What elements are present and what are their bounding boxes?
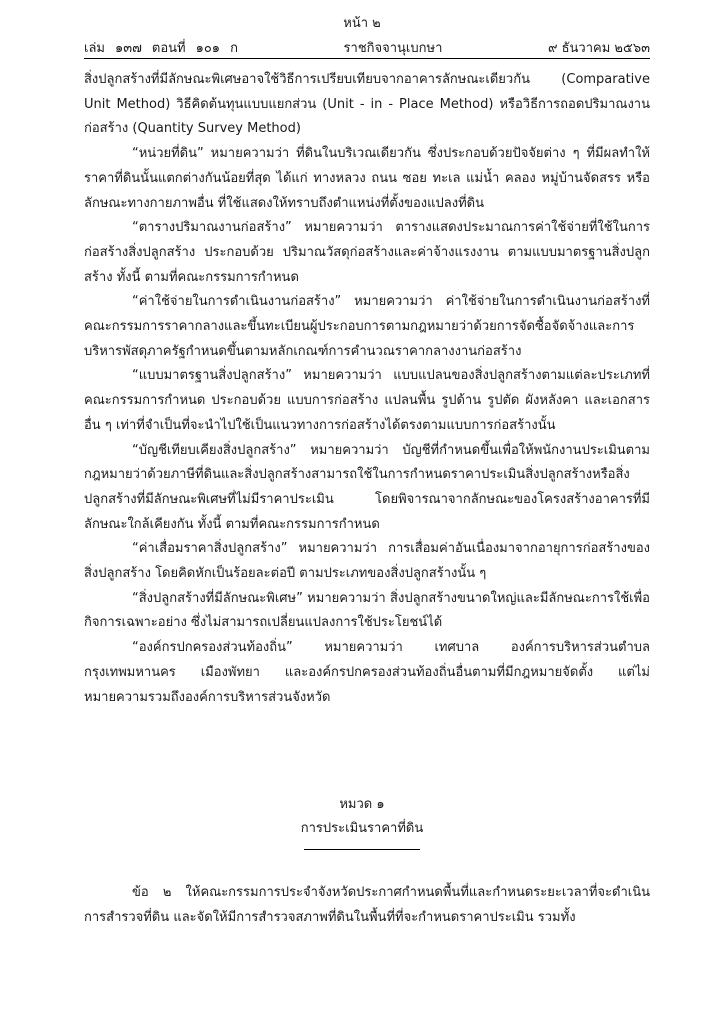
publication-name: ราชกิจจานุเบกษา bbox=[343, 40, 443, 56]
paragraph: “ตารางปริมาณงานก่อสร้าง” หมายความว่า ตารางแสดงประมาณการค่าใช้จ่ายที่ใช้ในการก่อสร้างสิ่งปลูกสร้าง ประกอบด้วย ปริมาณวัสดุก่อสร้างและค่าจ้างแรงงาน ตามแบบมาตรฐานสิ่งปลูกสร้าง ทั้งนี้ ตามที่คณะกรรมการกำหนด bbox=[84, 220, 650, 285]
definitions-body bbox=[84, 68, 650, 710]
publication-date-block bbox=[548, 37, 650, 58]
paragraph: “หน่วยที่ดิน” หมายความว่า ที่ดินในบริเวณเดียวกัน ซึ่งประกอบด้วยปัจจัยต่าง ๆ ที่มีผลทำให้ราคาที่ดินนั้นแตกต่างกันน้อยที่สุด ได้แก่ ทางหลวง ถนน ซอย ทะเล แม่น้ำ คลอง หมู่บ้านจัดสรร หรือลักษณะทางกายภาพอื่น ที่ใช้แสดงให้ทราบถึงตำแหน่งที่ตั้งของแปลงที่ดิน bbox=[84, 146, 650, 211]
clause-body bbox=[84, 880, 650, 930]
issue-label: ตอนที่ bbox=[151, 40, 186, 56]
chapter-number: หมวด ๑ bbox=[339, 797, 385, 812]
volume-number: ๑๓๗ bbox=[114, 40, 142, 56]
gazette-header bbox=[84, 36, 650, 59]
page-number: หน้า ๒ bbox=[343, 16, 381, 31]
paragraph: สิ่งปลูกสร้างที่มีลักษณะพิเศษอาจใช้วิธีการเปรียบเทียบจากอาคารลักษณะเดียวกัน (Comparative Unit Method) วิธีคิดต้นทุนแบบแยกส่วน (Unit - in - Place Method) หรือวิธีการถอดปริมาณงานก่อสร้าง (Quantity Survey Method) bbox=[84, 72, 650, 137]
paragraph: “บัญชีเทียบเคียงสิ่งปลูกสร้าง” หมายความว่า บัญชีที่กำหนดขึ้นเพื่อให้พนักงานประเมินตามกฎหมายว่าด้วยภาษีที่ดินและสิ่งปลูกสร้างสามารถใช้ในการกำหนดราคาประเมินสิ่งปลูกสร้างหรือสิ่งปลูกสร้างที่มีลักษณะพิเศษที่ไม่มีราคาประเมิน โดยพิจารณาจากลักษณะของโครงสร้างอาคารที่มีลักษณะใกล้เคียงกัน ทั้งนี้ ตามที่คณะกรรมการกำหนด bbox=[84, 442, 650, 532]
paragraph: “องค์กรปกครองส่วนท้องถิ่น” หมายความว่า เทศบาล องค์การบริหารส่วนตำบล กรุงเทพมหานคร เมืองพัทยา และองค์กรปกครองส่วนท้องถิ่นอื่นตามที่มีกฎหมายจัดตั้ง แต่ไม่หมายความรวมถึงองค์การบริหารส่วนจังหวัด bbox=[84, 640, 650, 705]
chapter-heading bbox=[0, 793, 724, 850]
volume-label: เล่ม bbox=[84, 40, 105, 56]
paragraph: “ค่าเสื่อมราคาสิ่งปลูกสร้าง” หมายความว่า การเสื่อมค่าอันเนื่องมาจากอายุการก่อสร้างของสิ่งปลูกสร้าง โดยคิดหักเป็นร้อยละต่อปี ตามประเภทของสิ่งปลูกสร้างนั้น ๆ bbox=[84, 541, 650, 582]
clause-paragraph: ข้อ ๒ ให้คณะกรรมการประจำจังหวัดประกาศกำหนดพื้นที่และกำหนดระยะเวลาที่จะดำเนินการสำรวจที่ดิน และจัดให้มีการสำรวจสภาพที่ดินในพื้นที่ที่จะกำหนดราคาประเมิน รวมทั้ง bbox=[84, 885, 650, 925]
issue-number: ๑๐๑ bbox=[195, 40, 221, 56]
paragraph: “สิ่งปลูกสร้างที่มีลักษณะพิเศษ” หมายความว่า สิ่งปลูกสร้างขนาดใหญ่และมีลักษณะการใช้เพื่อกิจการเฉพาะอย่าง ซึ่งไม่สามารถเปลี่ยนแปลงการใช้ประโยชน์ได้ bbox=[84, 590, 650, 631]
paragraph: “แบบมาตรฐานสิ่งปลูกสร้าง” หมายความว่า แบบแปลนของสิ่งปลูกสร้างตามแต่ละประเภทที่คณะกรรมการกำหนด ประกอบด้วย แบบการก่อสร้าง แปลนพื้น รูปด้าน รูปตัด ผังหลังคา และเอกสารอื่น ๆ เท่าที่จำเป็นที่จะนำไปใช้เป็นแนวทางการก่อสร้างได้ตรงตามแบบการก่อสร้างนั้น bbox=[84, 368, 650, 433]
chapter-title: การประเมินราคาที่ดิน bbox=[300, 821, 424, 836]
gazette-issue-info bbox=[84, 37, 238, 58]
section-letter: ก bbox=[230, 40, 238, 56]
chapter-divider bbox=[304, 849, 420, 850]
publication-date: ๙ ธันวาคม ๒๕๖๓ bbox=[547, 40, 650, 56]
paragraph: “ค่าใช้จ่ายในการดำเนินงานก่อสร้าง” หมายความว่า ค่าใช้จ่ายในการดำเนินงานก่อสร้างที่คณะกรรมการราคากลางและขึ้นทะเบียนผู้ประกอบการตามกฎหมายว่าด้วยการจัดซื้อจัดจ้างและการบริหารพัสดุภาครัฐกำหนดขึ้นตามหลักเกณฑ์การคำนวณราคากลางงานก่อสร้าง bbox=[84, 294, 650, 359]
